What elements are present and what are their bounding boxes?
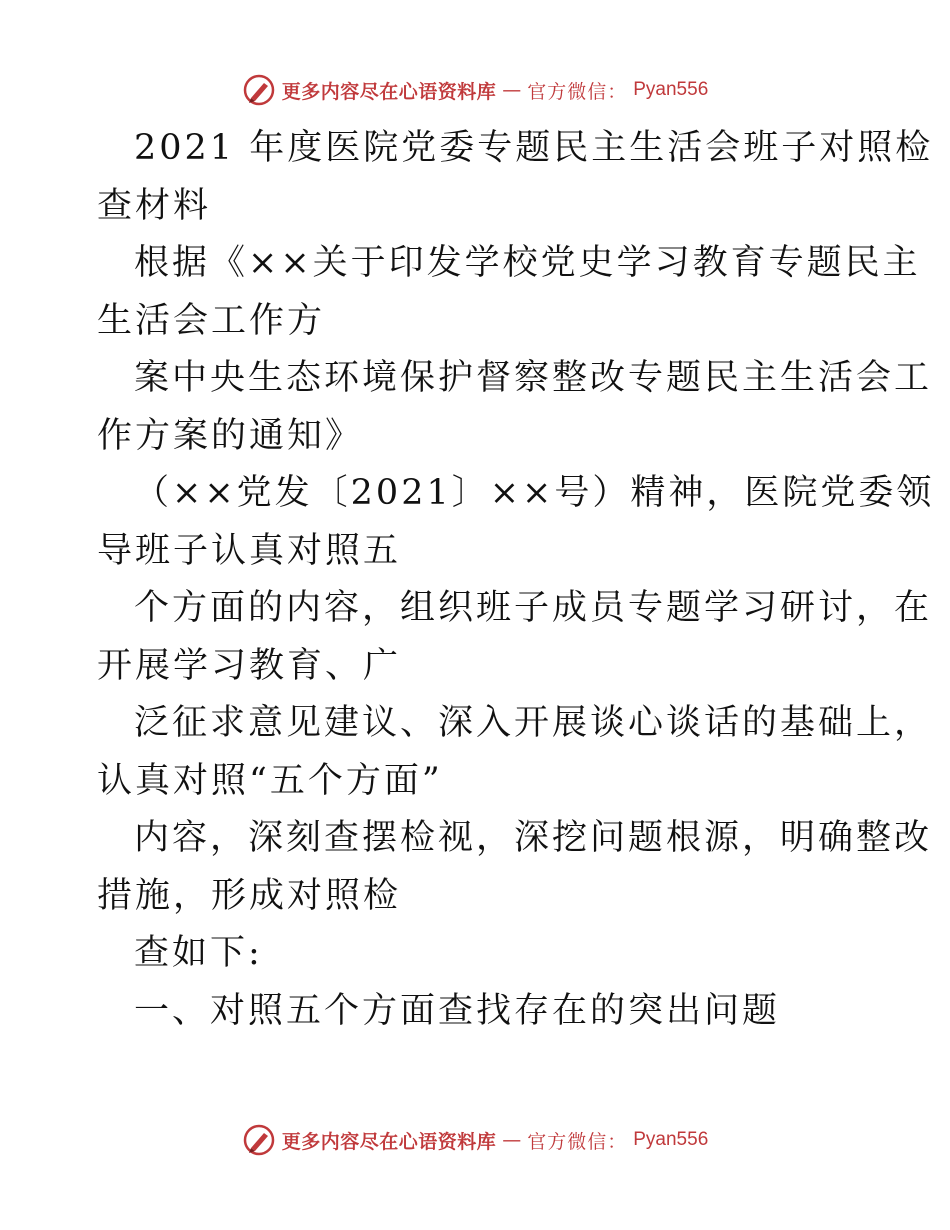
text-line: 案中央生态环境保护督察整改专题民主生活会工 (134, 358, 933, 398)
footer-banner (0, 1120, 950, 1160)
section-heading: 一、对照五个方面查找存在的突出问题 (134, 990, 781, 1031)
text-line: 查如下: (134, 933, 263, 973)
text-line: 2021 年度医院党委专题民主生活会班子对照检 (134, 128, 934, 168)
text-line: 个方面的内容，组织班子成员专题学习研讨，在 (134, 588, 933, 628)
text-line: 生活会工作方 (97, 300, 326, 341)
footer-banner-inner (242, 1123, 709, 1157)
pen-logo-icon (242, 73, 276, 107)
text-line: 导班子认真对照五 (97, 530, 402, 571)
banner-wechat-label: 官方微信： (527, 1130, 628, 1153)
text-line: 内容，深刻查摆检视，深挖问题根源，明确整改 (134, 818, 933, 858)
banner-text: 更多内容尽在心语资料库 (281, 80, 497, 103)
text-line: 查材料 (97, 185, 212, 226)
text-line: （××党发〔2021〕××号）精神，医院党委领 (134, 473, 935, 513)
header-banner-inner (242, 73, 709, 107)
header-banner (0, 70, 950, 110)
text-line: 开展学习教育、广 (97, 645, 402, 686)
pen-logo-icon (242, 1123, 276, 1157)
document-body (97, 120, 935, 1040)
text-line: 根据《××关于印发学校党史学习教育专题民主 (134, 243, 921, 283)
text-line: 措施，形成对照检 (97, 875, 402, 916)
banner-text: 更多内容尽在心语资料库 (281, 1130, 497, 1153)
banner-dash: — (502, 79, 522, 101)
banner-wechat-label: 官方微信： (527, 80, 628, 103)
banner-wechat-id: Pyan556 (633, 1129, 709, 1150)
banner-wechat-id: Pyan556 (633, 79, 709, 100)
text-line: 认真对照“五个方面” (97, 760, 443, 801)
banner-dash: — (502, 1129, 522, 1151)
text-line: 泛征求意见建议、深入开展谈心谈话的基础上， (134, 703, 933, 743)
text-line: 作方案的通知》 (97, 415, 364, 456)
